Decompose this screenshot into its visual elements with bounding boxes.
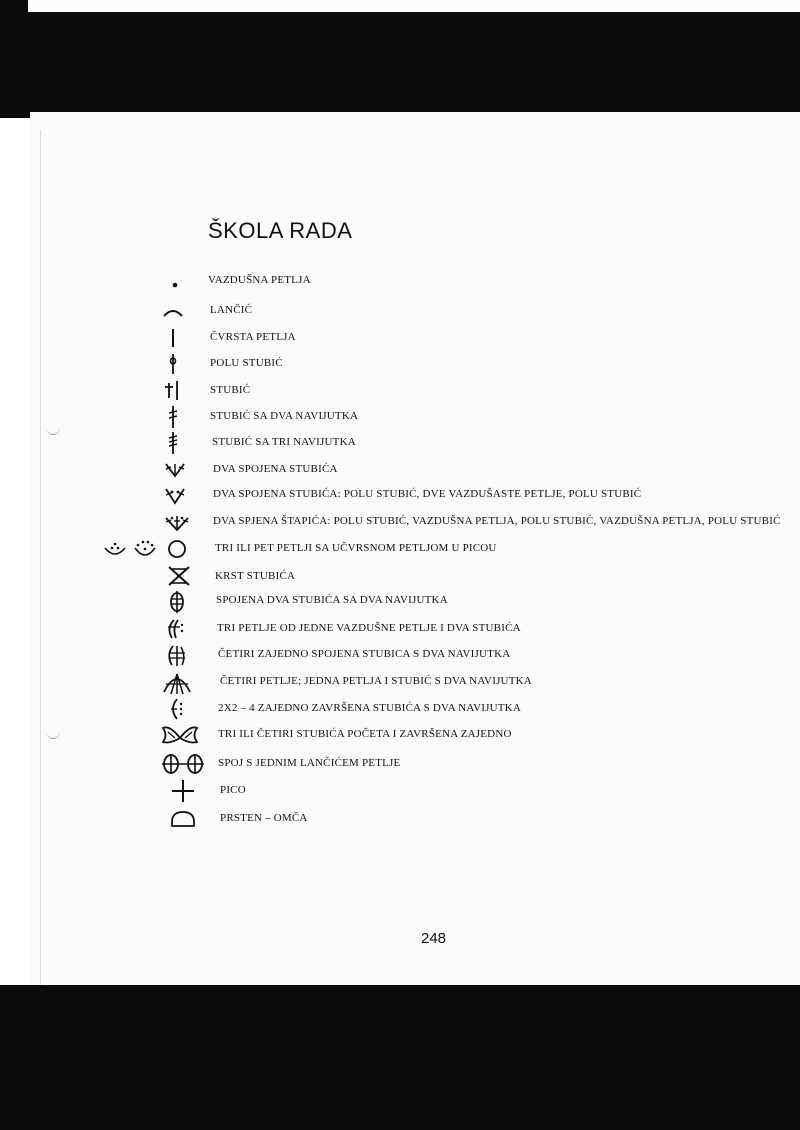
cross-icon <box>166 778 200 804</box>
legend-label: KRST STUBIĆA <box>215 570 296 582</box>
half-double-crochet-icon <box>156 351 190 377</box>
four-cluster-icon <box>160 643 194 669</box>
page-number: 248 <box>421 930 447 947</box>
treble-crochet-icon <box>156 404 190 430</box>
vertical-bar-icon <box>156 325 190 351</box>
closed-cluster-icon <box>160 589 194 615</box>
legend-label: DVA SPOJENA STUBIĆA <box>213 463 338 475</box>
double-treble-crochet-icon <box>156 430 190 456</box>
legend-row <box>0 430 800 456</box>
ring-icon <box>166 806 200 832</box>
legend-label: PICO <box>220 784 246 796</box>
legend-row <box>0 751 800 777</box>
dot-icon <box>158 270 192 296</box>
joined-stitches-chain-icon <box>158 483 192 509</box>
legend-label: SPOJENA DVA STUBIĆA SA DVA NAVIJUTKA <box>216 594 448 606</box>
arc-icon <box>156 298 190 324</box>
legend-label: 2X2 – 4 ZAJEDNO ZAVRŠENA STUBIĆA S DVA NAVIJUTKA <box>218 702 521 714</box>
legend-row <box>0 616 800 642</box>
fan-cluster-icon <box>160 670 194 696</box>
legend-label: POLU STUBIĆ <box>210 357 283 369</box>
legend-label: ČETIRI PETLJE; JEDNA PETLJA I STUBIĆ S DVA NAVIJUTKA <box>220 675 532 687</box>
legend-row <box>0 563 800 589</box>
legend-row <box>0 778 800 804</box>
legend-label: STUBIĆ <box>210 384 251 396</box>
legend-row <box>0 378 800 404</box>
legend-row <box>0 722 800 748</box>
legend-row <box>0 696 800 722</box>
legend-row <box>0 670 800 696</box>
legend-row <box>0 404 800 430</box>
legend-row <box>0 483 800 509</box>
scan-top-edge <box>28 0 800 12</box>
puff-stitch-icon <box>160 616 194 642</box>
legend-label: LANČIĆ <box>210 304 253 316</box>
legend-row <box>0 456 800 482</box>
legend-label: DVA SPJENA ŠTAPIĆA: POLU STUBIĆ, VAZDUŠNA PETLJA, POLU STUBIĆ, VAZDUŠNA PETLJA, POLU STUBIĆ <box>213 515 781 527</box>
picot-loops-icon <box>103 536 189 562</box>
crossed-stitches-icon <box>162 563 196 589</box>
legend-row <box>0 536 800 562</box>
legend-row <box>0 298 800 324</box>
legend-label: DVA SPOJENA STUBIĆA: POLU STUBIĆ, DVE VAZDUŠASTE PETLJE, POLU STUBIĆ <box>213 488 642 500</box>
scan-bottom-border <box>0 985 800 1130</box>
double-oval-icon <box>160 751 206 777</box>
legend-label: ČETIRI ZAJEDNO SPOJENA STUBICA S DVA NAVIJUTKA <box>218 648 511 660</box>
legend-row <box>0 351 800 377</box>
legend-row <box>0 270 800 296</box>
legend-label: TRI ILI ČETIRI STUBIĆA POČETA I ZAVRŠENA ZAJEDNO <box>218 728 512 740</box>
legend-label: ČVRSTA PETLJA <box>210 331 296 343</box>
leaf-cluster-icon <box>160 722 200 748</box>
legend-row <box>0 510 800 536</box>
legend-label: PRSTEN – OMČA <box>220 812 308 824</box>
two-joined-stitches-icon <box>158 456 192 482</box>
legend-row <box>0 589 800 615</box>
scan-top-border <box>0 0 800 118</box>
legend-label: STUBIĆ SA DVA NAVIJUTKA <box>210 410 359 422</box>
legend-label: TRI ILI PET PETLJI SA UČVRSNOM PETLJOM U PICOU <box>215 542 497 554</box>
legend-row <box>0 806 800 832</box>
joined-fan-icon <box>160 510 194 536</box>
legend-row <box>0 325 800 351</box>
bobble-icon <box>160 696 194 722</box>
page-title: ŠKOLA RADA <box>208 218 353 243</box>
legend-row <box>0 643 800 669</box>
double-crochet-icon <box>156 378 190 404</box>
legend-label: VAZDUŠNA PETLJA <box>208 274 311 286</box>
legend-label: TRI PETLJE OD JEDNE VAZDUŠNE PETLJE I DVA STUBIĆA <box>217 622 521 634</box>
legend-label: STUBIĆ SA TRI NAVIJUTKA <box>212 436 356 448</box>
legend-label: SPOJ S JEDNIM LANČIĆEM PETLJE <box>218 757 401 769</box>
